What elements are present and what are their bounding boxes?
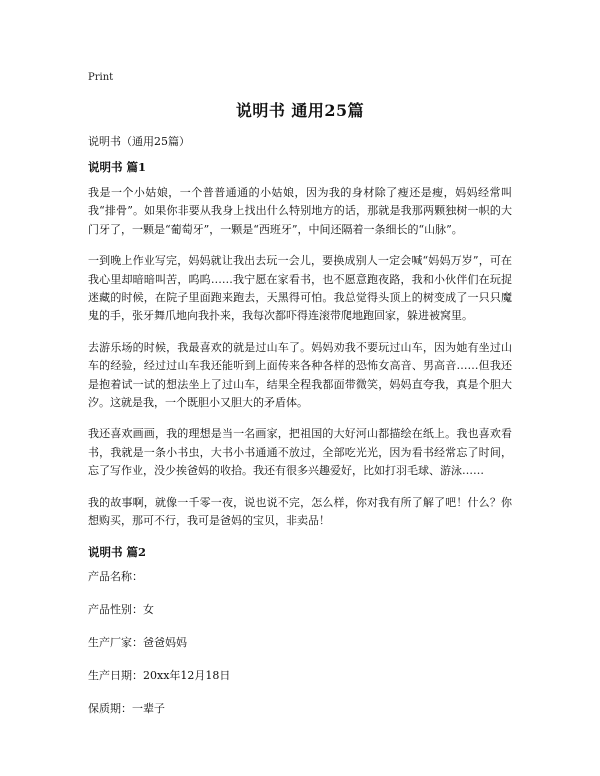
- paragraph: 我的故事啊，就像一千零一夜，说也说不完，怎么样，你对我有所了解了吧！什么？你想购买，那可不行，我可是爸妈的宝贝，非卖品！: [88, 495, 512, 528]
- section-heading: 说明书 篇2: [88, 544, 147, 559]
- product-fields: [88, 569, 512, 717]
- document-subtitle: 说明书（通用25篇）: [88, 135, 190, 148]
- product-field: 产品性别：女: [88, 602, 154, 616]
- section-heading: 说明书 篇1: [88, 160, 147, 174]
- product-field: 产品名称：: [88, 569, 143, 583]
- product-field: 生产日期：20xx年12月18日: [88, 668, 231, 682]
- paragraph: 我是一个小姑娘，一个普普通通的小姑娘，因为我的身材除了瘦还是瘦，妈妈经常叫我“排骨”。如果你非要从我身上找出什么特别地方的话，那就是我那两颗独树一帜的大门牙了，一颗是“葡萄牙”，一颗是“西班牙”，中间还隔着一条细长的“山脉”。: [88, 186, 512, 236]
- section-1: [88, 159, 512, 531]
- product-field: 保质期：一辈子: [88, 701, 165, 715]
- paragraph: 去游乐场的时候，我最喜欢的就是过山车了。妈妈劝我不要玩过山车，因为她有坐过山车的经验，经过过山车我还能听到上面传来各种各样的恐怖女高音、男高音……但我还是抱着试一试的想法坐上了过山车，结果全程我都面带微笑，妈妈直夸我，真是个胆大汐。这就是我，一个既胆小又胆大的矛盾体。: [88, 340, 512, 410]
- paragraph: 一到晚上作业写完，妈妈就让我出去玩一会儿，要换成别人一定会喊“妈妈万岁”，可在我心里却暗暗叫苦，呜呜……我宁愿在家看书，也不愿意跑夜路，我和小伙伴们在玩捉迷藏的时候，在院子里面跑来跑去，天黑得可怕。我总觉得头顶上的树变成了一只只魔鬼的手，张牙舞爪地向我扑来，我每次都吓得连滚带爬地跑回家，躲进被窝里。: [88, 254, 512, 323]
- document-content: [88, 159, 512, 734]
- section-2: [88, 544, 512, 717]
- print-label: Print: [88, 72, 114, 83]
- product-field: 生产厂家：爸爸妈妈: [88, 635, 187, 649]
- paragraph: 我还喜欢画画，我的理想是当一名画家，把祖国的大好河山都描绘在纸上。我也喜欢看书，我就是一条小书虫，大书小书通通不放过，全部吃光光，因为看书经常忘了时间，忘了写作业，没少挨爸妈的收拾。我还有很多兴趣爱好，比如打羽毛球、游泳……: [88, 427, 512, 478]
- document-title: 说明书 通用25篇: [235, 101, 365, 120]
